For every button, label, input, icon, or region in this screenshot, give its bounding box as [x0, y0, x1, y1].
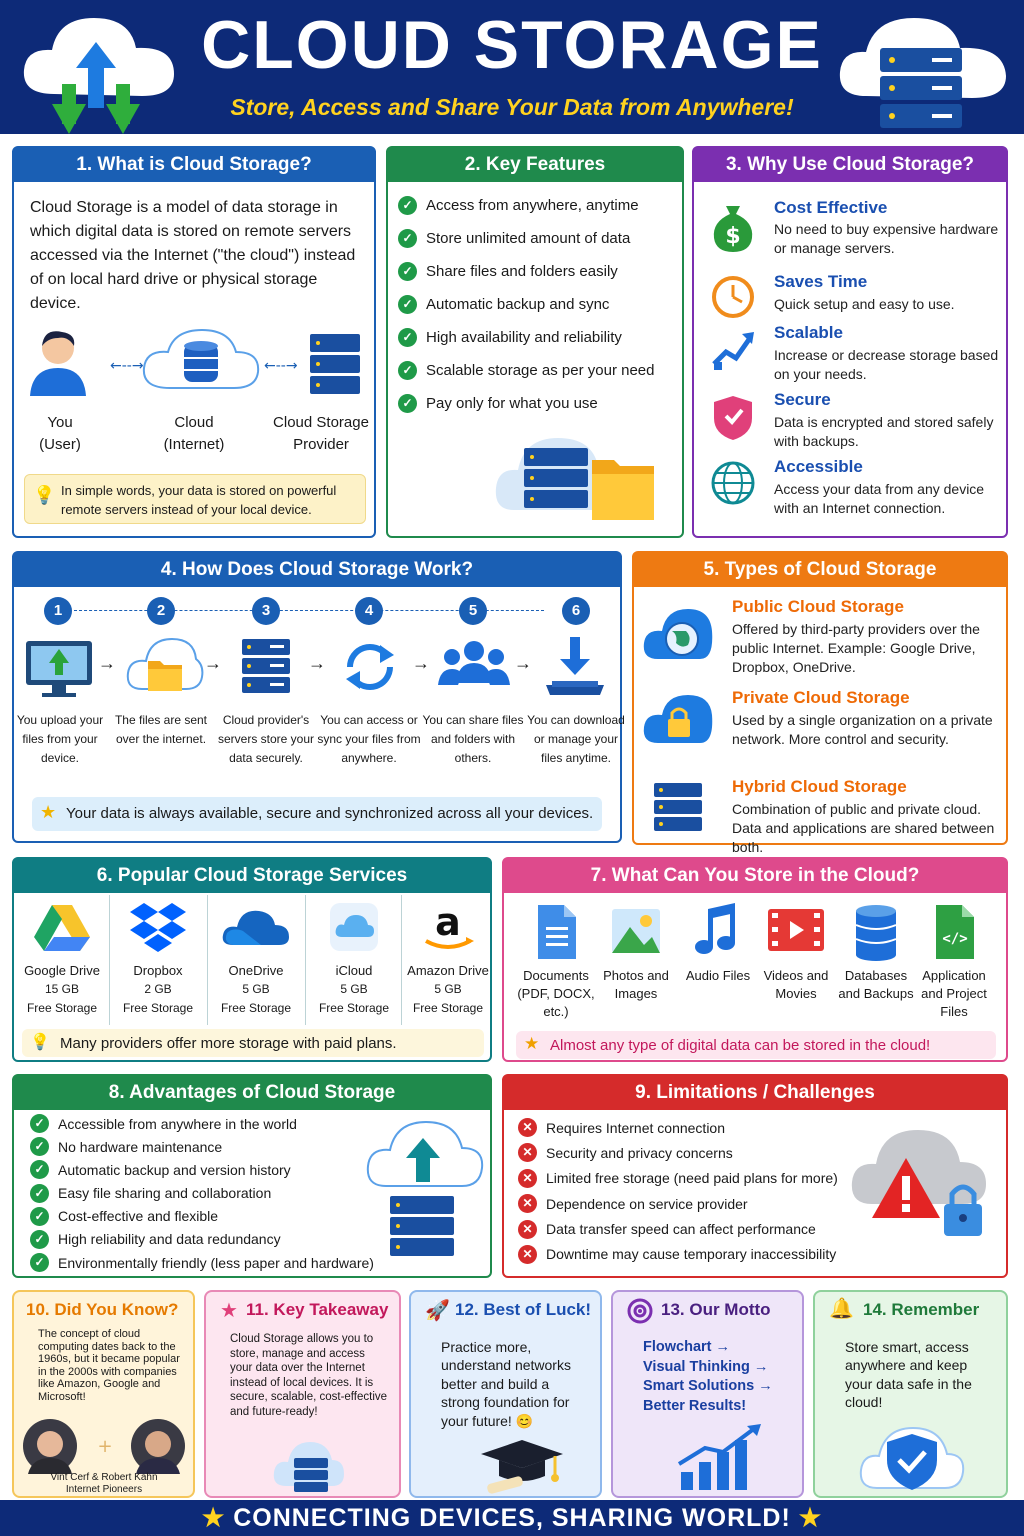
type-title: Private Cloud Storage — [732, 688, 910, 707]
advantage-item: ✓ Cost-effective and flexible — [30, 1207, 390, 1230]
x-icon: ✕ — [518, 1143, 537, 1162]
section-title: 2. Key Features — [388, 148, 682, 182]
x-icon: ✕ — [518, 1194, 537, 1213]
arrow-right-icon: → — [308, 653, 326, 673]
type-title: Public Cloud Storage — [732, 597, 904, 616]
features-list — [398, 196, 678, 427]
step-number: 2 — [147, 597, 175, 625]
step-number: 3 — [252, 597, 280, 625]
svg-text:+: + — [97, 1436, 113, 1457]
step-desc: You can access or sync your files from anywhere. — [317, 713, 421, 765]
pioneers-portrait-icon — [22, 1418, 188, 1474]
svg-text:$: $ — [725, 224, 741, 249]
code-file-icon — [932, 903, 976, 961]
globe-icon — [710, 460, 756, 506]
clock-icon — [710, 274, 756, 320]
feature-item: ✓ Store unlimited amount of data — [398, 229, 678, 262]
onedrive-icon — [221, 901, 291, 953]
advantage-item: ✓ Accessible from anywhere in the world — [30, 1114, 390, 1137]
node-cloud — [144, 412, 244, 456]
card-did-you-know — [12, 1290, 195, 1498]
definition-text: Cloud Storage is a model of data storage in which digital data is stored on remote servers accessed via the Internet ("the cloud") instead of on local hard drive or physical storage device. — [30, 199, 356, 312]
arrow-right-icon: → — [98, 653, 116, 673]
section-popular-services — [12, 857, 492, 1062]
service-icloud — [306, 901, 402, 1018]
check-icon: ✓ — [30, 1137, 49, 1156]
target-icon — [627, 1298, 653, 1324]
why-item-title: Scalable — [774, 323, 843, 342]
cloud-globe-icon — [642, 603, 714, 667]
step-desc: The files are sent over the internet. — [114, 713, 208, 746]
service-name: iCloud — [335, 963, 373, 978]
service-storage-label: Free Storage — [122, 1001, 194, 1015]
cloud-warning-lock-icon — [848, 1118, 998, 1258]
tip-box — [24, 474, 366, 524]
card-title: 12. Best of Luck! — [455, 1300, 592, 1319]
step-desc: You upload your files from your device. — [16, 713, 104, 765]
check-icon: ✓ — [30, 1207, 49, 1226]
star-icon: ★ — [524, 1034, 540, 1053]
why-item-title: Saves Time — [774, 272, 868, 291]
feature-item: ✓ Pay only for what you use — [398, 394, 678, 427]
check-icon: ✓ — [398, 262, 417, 281]
lightbulb-icon: 💡 — [30, 1034, 50, 1051]
google-drive-icon — [32, 901, 92, 953]
tip-text: In simple words, your data is stored on powerful remote servers instead of your local device. — [61, 483, 337, 517]
music-note-icon — [692, 903, 740, 959]
card-title: 13. Our Motto — [661, 1300, 771, 1319]
service-dropbox — [110, 901, 206, 1018]
why-item-title: Cost Effective — [774, 198, 888, 217]
section-title: 6. Popular Cloud Storage Services — [14, 859, 490, 893]
service-storage-label: Free Storage — [412, 1001, 484, 1015]
caption-role: Internet Pioneers — [65, 1484, 143, 1495]
service-storage-label: Free Storage — [26, 1001, 98, 1015]
check-icon: ✓ — [30, 1253, 49, 1272]
check-icon: ✓ — [398, 361, 417, 380]
section-why-use — [692, 146, 1008, 538]
store-item-label: Application and Project Files — [921, 968, 987, 1019]
step-number: 6 — [562, 597, 590, 625]
feature-item: ✓ Access from anywhere, anytime — [398, 196, 678, 229]
service-amazon-drive — [400, 901, 496, 1018]
note-text: Many providers offer more storage with paid plans. — [60, 1035, 397, 1052]
service-storage: 5 GB — [434, 982, 462, 996]
svg-text:←--→: ←--→ — [110, 358, 144, 374]
feature-item: ✓ High availability and reliability — [398, 328, 678, 361]
cloud-shield-icon — [857, 1418, 967, 1496]
card-our-motto — [611, 1290, 804, 1498]
advantage-item: ✓ High reliability and data redundancy — [30, 1230, 390, 1253]
star-icon: ★ — [220, 1298, 238, 1322]
card-title: 14. Remember — [863, 1300, 980, 1319]
store-item-label: Documents (PDF, DOCX, etc.) — [517, 968, 595, 1019]
why-item-desc: Increase or decrease storage based on your needs. — [774, 347, 999, 382]
section-what-is-cloud-storage — [12, 146, 376, 538]
limitation-item: ✕ Security and privacy concerns — [518, 1143, 858, 1168]
motto-lines — [643, 1338, 803, 1416]
cloud-lock-icon — [642, 693, 714, 749]
service-storage-label: Free Storage — [220, 1001, 292, 1015]
growth-chart-icon — [710, 326, 756, 370]
card-text: Store smart, access anywhere and keep your data safe in the cloud! — [845, 1339, 972, 1411]
arrow-right-icon: → — [412, 653, 430, 673]
section-title: 5. Types of Cloud Storage — [634, 553, 1006, 587]
why-item-desc: No need to buy expensive hardware or manage servers. — [774, 221, 999, 256]
why-item-desc: Quick setup and easy to use. — [774, 296, 955, 312]
step-desc: You can share files and folders with others. — [422, 713, 524, 765]
node-sublabel: (Internet) — [163, 436, 225, 453]
check-icon: ✓ — [398, 328, 417, 347]
arrow-right-icon: → — [204, 653, 222, 673]
motto-line: Smart Solutions → — [643, 1378, 773, 1395]
check-icon: ✓ — [30, 1160, 49, 1179]
check-icon: ✓ — [30, 1184, 49, 1203]
node-label: Cloud — [174, 414, 214, 431]
graduation-cap-icon — [477, 1436, 567, 1494]
section-advantages — [12, 1074, 492, 1278]
advantage-item: ✓ Environmentally friendly (less paper and hardware) — [30, 1253, 390, 1276]
node-label: Cloud Storage — [273, 414, 369, 431]
limitation-item: ✕ Data transfer speed can affect performance — [518, 1220, 858, 1245]
download-icon — [542, 635, 608, 697]
store-item-label: Databases and Backups — [838, 968, 914, 1001]
service-name: Amazon Drive — [407, 963, 489, 978]
motto-line: Better Results! — [643, 1397, 747, 1414]
bell-icon: 🔔 — [829, 1296, 854, 1320]
header-banner — [0, 0, 1024, 134]
svg-text:a: a — [435, 900, 461, 944]
card-best-of-luck — [409, 1290, 602, 1498]
footer-text: CONNECTING DEVICES, SHARING WORLD! — [233, 1504, 791, 1532]
service-name: Google Drive — [24, 963, 100, 978]
info-note — [22, 1029, 484, 1057]
card-title: 11. Key Takeaway — [246, 1300, 389, 1319]
cloud-server-icon — [272, 1436, 346, 1494]
cloud-folder-icon — [124, 633, 204, 697]
service-storage: 15 GB — [44, 982, 80, 996]
x-icon: ✕ — [518, 1118, 537, 1137]
card-caption — [14, 1472, 194, 1496]
note-text: Almost any type of digital data can be stored in the cloud! — [550, 1037, 931, 1054]
service-storage: 5 GB — [242, 982, 270, 996]
service-onedrive — [208, 901, 304, 1018]
section-title: 4. How Does Cloud Storage Work? — [14, 553, 620, 587]
step-desc: You can download or manage your files anytime. — [527, 713, 625, 765]
why-item-title: Secure — [774, 390, 831, 409]
node-user — [30, 412, 90, 456]
service-name: Dropbox — [133, 963, 183, 978]
node-sublabel: Provider — [293, 436, 349, 453]
limitation-item: ✕ Limited free storage (need paid plans for more) — [518, 1169, 858, 1194]
rocket-icon: 🚀 — [425, 1298, 450, 1322]
advantage-item: ✓ Automatic backup and version history — [30, 1160, 390, 1183]
limitation-item: ✕ Requires Internet connection — [518, 1118, 858, 1143]
x-icon: ✕ — [518, 1245, 537, 1264]
page-title: CLOUD STORAGE — [201, 7, 823, 83]
card-text: The concept of cloud computing dates back to the 1960s, but it became popular in the 2000s with companies like Amazon, Google and Microsoft! — [38, 1328, 180, 1403]
section-title: 1. What is Cloud Storage? — [14, 148, 374, 182]
page-subtitle: Store, Access and Share Your Data from Anywhere! — [230, 94, 794, 120]
why-item-desc: Access your data from any device with an Internet connection. — [774, 481, 985, 516]
people-icon — [438, 637, 510, 693]
star-icon: ★ — [798, 1504, 823, 1532]
check-icon: ✓ — [398, 196, 417, 215]
motto-line: Visual Thinking → — [643, 1358, 769, 1375]
step-number: 4 — [355, 597, 383, 625]
card-text: Practice more, understand networks better and build a strong foundation for your future! 😊 — [441, 1339, 571, 1429]
advantage-item: ✓ No hardware maintenance — [30, 1137, 390, 1160]
note-text: Your data is always available, secure and synchronized across all your devices. — [66, 805, 594, 822]
check-icon: ✓ — [398, 295, 417, 314]
photo-icon — [610, 905, 662, 957]
icloud-icon — [328, 901, 380, 953]
service-storage: 5 GB — [340, 982, 368, 996]
step-number: 1 — [44, 597, 72, 625]
cloud-upload-server-icon — [364, 1116, 486, 1266]
section-title: 7. What Can You Store in the Cloud? — [504, 859, 1006, 893]
service-google-drive — [14, 901, 110, 1018]
hybrid-server-icon — [652, 781, 704, 835]
limitation-item: ✕ Downtime may cause temporary inaccessibility — [518, 1245, 858, 1270]
why-item-title: Accessible — [774, 457, 863, 476]
node-label: You — [47, 414, 73, 431]
star-icon: ★ — [40, 802, 57, 822]
sync-icon — [340, 637, 400, 697]
service-name: OneDrive — [228, 963, 284, 978]
card-title: 10. Did You Know? — [26, 1300, 179, 1319]
server-icon — [236, 637, 296, 697]
document-icon — [534, 903, 578, 961]
advantage-item: ✓ Easy file sharing and collaboration — [30, 1184, 390, 1207]
caption-names: Vint Cerf & Robert Kahn — [50, 1472, 158, 1483]
motto-line: Flowchart → — [643, 1339, 731, 1355]
database-icon — [852, 903, 900, 961]
dropbox-icon — [128, 901, 188, 953]
limitations-list — [518, 1118, 858, 1270]
card-remember — [813, 1290, 1008, 1498]
service-storage-label: Free Storage — [318, 1001, 390, 1015]
x-icon: ✕ — [518, 1169, 537, 1188]
store-item-label: Photos and Images — [603, 968, 669, 1001]
check-icon: ✓ — [30, 1114, 49, 1133]
section-key-features — [386, 146, 684, 538]
why-item-desc: Data is encrypted and stored safely with backups. — [774, 414, 994, 449]
user-cloud-provider-diagram — [24, 326, 368, 406]
section-title: 8. Advantages of Cloud Storage — [14, 1076, 490, 1110]
advantages-list — [30, 1114, 390, 1276]
section-title: 3. Why Use Cloud Storage? — [694, 148, 1006, 182]
node-provider — [266, 412, 376, 456]
section-title: 9. Limitations / Challenges — [504, 1076, 1006, 1110]
feature-item: ✓ Scalable storage as per your need — [398, 361, 678, 394]
feature-item: ✓ Automatic backup and sync — [398, 295, 678, 328]
svg-text:</>: </> — [942, 931, 968, 947]
step-number: 5 — [459, 597, 487, 625]
growth-bar-chart-icon — [675, 1424, 767, 1492]
amazon-logo-icon — [418, 901, 478, 953]
feature-item: ✓ Share files and folders easily — [398, 262, 678, 295]
cloud-server-folder-icon — [494, 424, 664, 524]
section-what-can-you-store — [502, 857, 1008, 1062]
type-title: Hybrid Cloud Storage — [732, 777, 907, 796]
card-text: Cloud Storage allows you to store, manage and access your data over the Internet instead of local devices. It is secure, scalable, cost-effective and future-ready! — [230, 1333, 388, 1418]
money-bag-icon — [708, 198, 758, 254]
step-desc: Cloud provider's servers store your data securely. — [217, 713, 315, 765]
type-desc: Combination of public and private cloud. Data and applications are shared between both. — [732, 801, 995, 855]
section-limitations — [502, 1074, 1008, 1278]
type-desc: Used by a single organization on a private network. More control and security. — [732, 712, 993, 747]
section-types — [632, 551, 1008, 855]
info-note — [516, 1031, 996, 1059]
star-icon: ★ — [201, 1504, 226, 1532]
x-icon: ✕ — [518, 1220, 537, 1239]
service-storage: 2 GB — [144, 982, 172, 996]
video-icon — [766, 907, 826, 953]
lightbulb-icon: 💡 — [33, 485, 56, 505]
node-sublabel: (User) — [39, 436, 81, 453]
store-item-label: Audio Files — [685, 968, 751, 983]
svg-text:←--→: ←--→ — [264, 358, 298, 374]
check-icon: ✓ — [398, 229, 417, 248]
arrow-right-icon: → — [514, 653, 532, 673]
limitation-item: ✕ Dependence on service provider — [518, 1194, 858, 1219]
check-icon: ✓ — [30, 1230, 49, 1249]
footer-banner — [0, 1500, 1024, 1536]
section-how-it-works — [12, 551, 625, 843]
check-icon: ✓ — [398, 394, 417, 413]
info-note — [32, 797, 602, 831]
shield-icon — [710, 392, 756, 442]
store-item-label: Videos and Movies — [763, 968, 829, 1001]
card-key-takeaway — [204, 1290, 401, 1498]
monitor-upload-icon — [22, 637, 96, 699]
type-desc: Offered by third-party providers over the public Internet. Example: Google Drive, Dropbox, OneDrive. — [732, 621, 980, 675]
